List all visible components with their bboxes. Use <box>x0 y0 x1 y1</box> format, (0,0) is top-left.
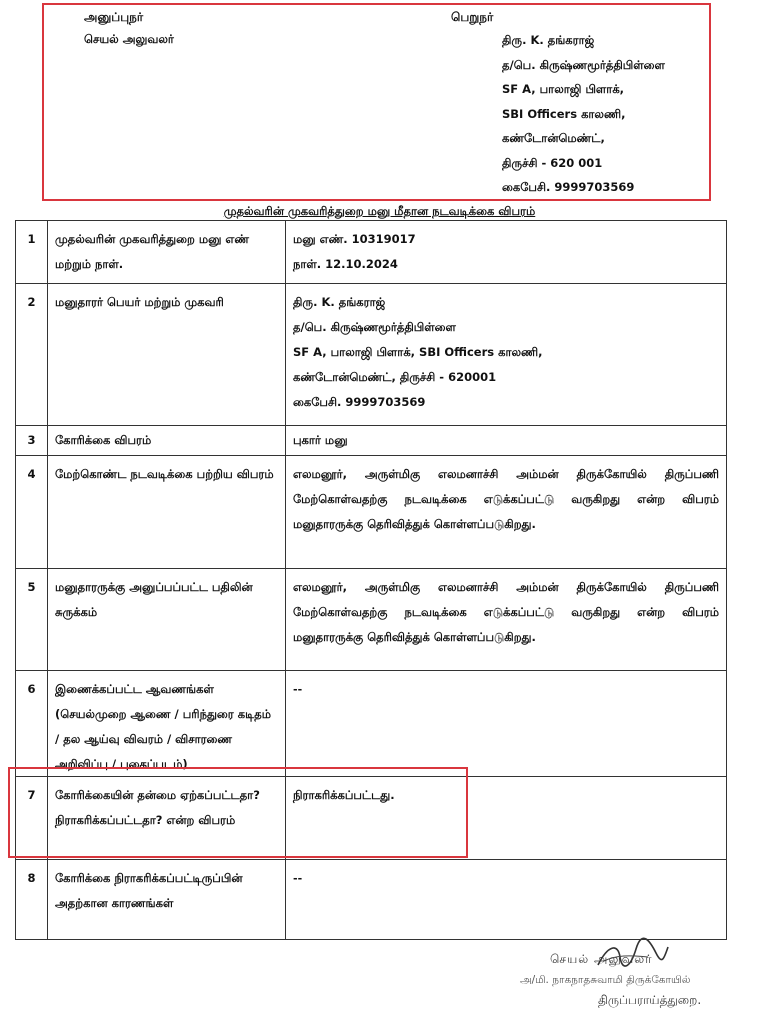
table-row <box>16 221 727 284</box>
row-label: கோரிக்கை விபரம் <box>48 426 286 456</box>
attachments-label: இணைக்கப்பட்ட ஆவணங்கள் (செயல்முறை ஆணை / பரிந்துரை கடிதம் / தல ஆய்வு விவரம் / விசாரணை அறிவிப்பு / புகைப்படம்) <box>55 682 271 771</box>
row-label: கோரிக்கையின் தன்மை ஏற்கப்பட்டதா? நிராகரிக்கப்பட்டதா? என்ற விபரம் <box>48 777 286 860</box>
signatory-title: செயல் அலுவலர் <box>550 952 653 966</box>
value-line: கைபேசி. 9999703569 <box>293 395 426 409</box>
row-number: 1 <box>16 221 48 284</box>
address-highlight-box <box>42 3 711 201</box>
row-number: 3 <box>16 426 48 456</box>
row-value: -- <box>286 860 727 940</box>
row-label: மனுதாரருக்கு அனுப்பப்பட்ட பதிலின் சுருக்கம் <box>48 569 286 671</box>
row-number: 7 <box>16 777 48 860</box>
recipient-line: SBI Officers காலணி, <box>502 106 626 121</box>
recipient-line: த/பெ. கிருஷ்ணமூர்த்திபிள்ளை <box>502 57 665 72</box>
row-number: 6 <box>16 671 48 777</box>
row-value: எலமனூர், அருள்மிகு எலமனாச்சி அம்மன் திருக்கோயில் திருப்பணி மேற்கொள்வதற்கு நடவடிக்கை எடுக்கப்பட்டு வருகிறது என்ற விபரம் மனுதாரருக்கு தெரிவித்துக் கொள்ளப்படுகிறது. <box>286 456 727 569</box>
from-name: செயல் அலுவலர் <box>84 32 174 46</box>
row-value <box>286 221 727 284</box>
row-label: முதல்வரின் முகவரித்துறை மனு எண் மற்றும் நாள். <box>48 221 286 284</box>
row-number: 8 <box>16 860 48 940</box>
row-value: புகார் மனு <box>286 426 727 456</box>
recipient-line: SF A, பாலாஜி பிளாக், <box>502 82 625 96</box>
value-line: மனு எண். 10319017 <box>293 232 416 246</box>
row-label: மேற்கொண்ட நடவடிக்கை பற்றிய விபரம் <box>48 456 286 569</box>
row-label <box>48 671 286 777</box>
table-row <box>16 671 727 777</box>
row-label: கோரிக்கை நிராகரிக்கப்பட்டிருப்பின் அதற்கான காரணங்கள் <box>48 860 286 940</box>
row-value <box>286 284 727 426</box>
value-line: SF A, பாலாஜி பிளாக், SBI Officers காலணி, <box>293 345 543 359</box>
recipient-line: திருச்சி - 620 001 <box>502 155 603 170</box>
row-value: எலமனூர், அருள்மிகு எலமனாச்சி அம்மன் திருக்கோயில் திருப்பணி மேற்கொள்வதற்கு நடவடிக்கை எடுக்கப்பட்டு வருகிறது என்ற விபரம் மனுதாரருக்கு தெரிவித்துக் கொள்ளப்படுகிறது. <box>286 569 727 671</box>
table-row <box>16 284 727 426</box>
value-line: திரு. K. தங்கராஜ் <box>293 295 386 309</box>
document-heading: முதல்வரின் முகவரித்துறை மனு மீதான நடவடிக்கை விபரம் <box>223 204 536 218</box>
signature-block <box>520 952 701 1015</box>
recipient-address <box>502 32 665 204</box>
recipient-line: கண்டோன்மெண்ட், <box>502 131 605 145</box>
row-label: மனுதாரர் பெயர் மற்றும் முகவரி <box>48 284 286 426</box>
signatory-place: திருப்பராய்த்துறை. <box>598 993 702 1007</box>
row-value: -- <box>286 671 727 777</box>
table-row <box>16 426 727 456</box>
from-label: அனுப்புநர் <box>84 10 144 24</box>
row-number: 2 <box>16 284 48 426</box>
row-number: 5 <box>16 569 48 671</box>
recipient-line: கைபேசி. 9999703569 <box>502 180 635 194</box>
signatory-org: அ/மி. நாகநாதசுவாமி திருக்கோயில் <box>520 974 691 986</box>
table-row <box>16 456 727 569</box>
value-line: கண்டோன்மெண்ட், திருச்சி - 620001 <box>293 370 497 384</box>
recipient-line: திரு. K. தங்கராஜ் <box>502 33 595 47</box>
row-number: 4 <box>16 456 48 569</box>
row-value: நிராகரிக்கப்பட்டது. <box>286 777 727 860</box>
row-7-highlight-box <box>8 767 468 858</box>
table-row <box>16 860 727 940</box>
table-row <box>16 569 727 671</box>
value-line: நாள். 12.10.2024 <box>293 257 398 271</box>
value-line: த/பெ. கிருஷ்ணமூர்த்திபிள்ளை <box>293 320 456 334</box>
to-label: பெறுநர் <box>451 10 494 24</box>
